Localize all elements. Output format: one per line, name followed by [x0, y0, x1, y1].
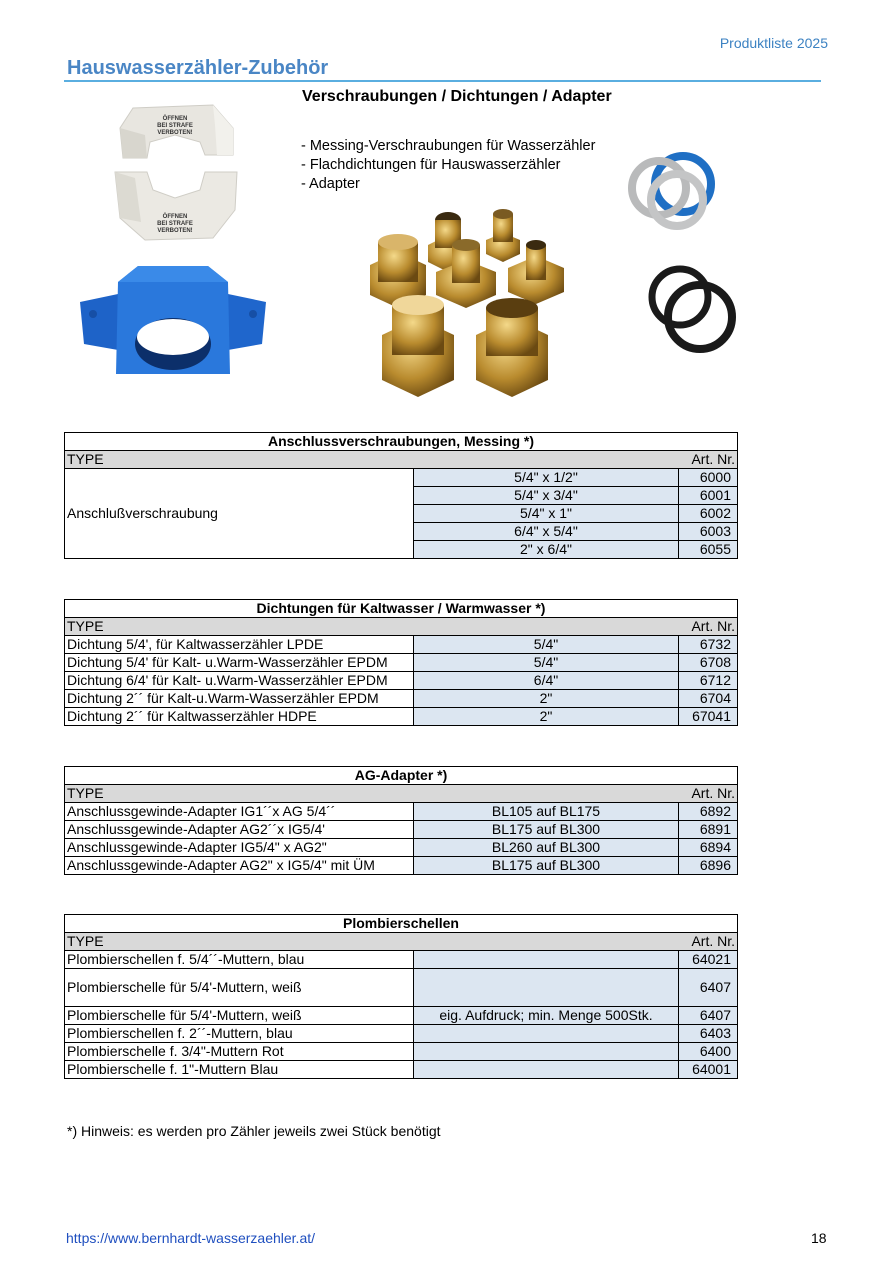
type-cell: Dichtung 5/4', für Kaltwasserzähler LPDE [65, 636, 414, 654]
section-subtitle: Verschraubungen / Dichtungen / Adapter [302, 88, 612, 105]
table-row [65, 1025, 738, 1043]
art-nr-cell: 6704 [679, 690, 738, 708]
table-row [65, 672, 738, 690]
art-nr-cell: 6896 [679, 857, 738, 875]
art-nr-cell: 64001 [679, 1061, 738, 1079]
blue-seal-clamp-image [78, 262, 268, 377]
size-cell: 5/4" x 1/2" [414, 469, 679, 487]
type-cell: Plombierschelle f. 3/4"-Muttern Rot [65, 1043, 414, 1061]
size-cell: 6/4" x 5/4" [414, 523, 679, 541]
feature-item: - Flachdichtungen für Hauswasserzähler [301, 157, 561, 173]
art-nr-cell: 6407 [679, 969, 738, 1007]
type-cell: Plombierschellen f. 2´´-Muttern, blau [65, 1025, 414, 1043]
table-plombierschellen [64, 914, 738, 1079]
table-row [65, 803, 738, 821]
seal-print: ÖFFNEN [162, 116, 188, 122]
brass-fittings-image [368, 200, 578, 400]
art-nr-cell: 6732 [679, 636, 738, 654]
table-anschlussverschraubungen [64, 432, 738, 559]
type-cell: Anschlussgewinde-Adapter IG5/4" x AG2" [65, 839, 414, 857]
size-cell: 5/4" x 1" [414, 505, 679, 523]
column-header-art-nr: Art. Nr. [679, 451, 738, 469]
table-row [65, 708, 738, 726]
art-nr-cell: 64021 [679, 951, 738, 969]
table-row [65, 1007, 738, 1025]
product-list-label: Produktliste 2025 [719, 35, 828, 51]
column-header-art-nr: Art. Nr. [679, 933, 738, 951]
type-cell: Dichtung 2´´ für Kalt-u.Warm-Wasserzähler EPDM [65, 690, 414, 708]
table-ag-adapter [64, 766, 738, 875]
type-cell: Dichtung 6/4' für Kalt- u.Warm-Wasserzähler EPDM [65, 672, 414, 690]
column-header-type: TYPE [65, 618, 414, 636]
type-cell: Dichtung 2´´ für Kaltwasserzähler HDPE [65, 708, 414, 726]
type-cell: Plombierschellen f. 5/4´´-Muttern, blau [65, 951, 414, 969]
art-nr-cell: 6055 [679, 541, 738, 559]
size-cell: 2" [414, 708, 679, 726]
size-cell: 6/4" [414, 672, 679, 690]
table-row [65, 969, 738, 1007]
art-nr-cell: 6000 [679, 469, 738, 487]
art-nr-cell: 6712 [679, 672, 738, 690]
table-title: Anschlussverschraubungen, Messing *) [65, 433, 738, 451]
size-cell: BL175 auf BL300 [414, 857, 679, 875]
art-nr-cell: 6708 [679, 654, 738, 672]
type-cell: Anschlussgewinde-Adapter IG1´´x AG 5/4´´ [65, 803, 414, 821]
table-row [65, 839, 738, 857]
column-header-type: TYPE [65, 933, 414, 951]
art-nr-cell: 6894 [679, 839, 738, 857]
feature-item: - Adapter [301, 176, 360, 192]
type-cell: Plombierschelle f. 1"-Muttern Blau [65, 1061, 414, 1079]
title-divider [64, 80, 821, 82]
art-nr-cell: 6407 [679, 1007, 738, 1025]
svg-text:VERBOTEN!: VERBOTEN! [157, 228, 193, 234]
page-title: Hauswasserzähler-Zubehör [67, 57, 329, 79]
size-cell: eig. Aufdruck; min. Menge 500Stk. [414, 1007, 679, 1025]
white-seal-clamp-image [105, 100, 245, 245]
table-row [65, 821, 738, 839]
size-cell [414, 1043, 679, 1061]
table-row [65, 951, 738, 969]
svg-text:BEI STRAFE: BEI STRAFE [157, 221, 193, 227]
page-number: 18 [811, 1230, 827, 1246]
column-header-type: TYPE [65, 451, 414, 469]
table-row [65, 1043, 738, 1061]
column-header-art-nr: Art. Nr. [679, 618, 738, 636]
table-title: AG-Adapter *) [65, 767, 738, 785]
table-title: Dichtungen für Kaltwasser / Warmwasser *) [65, 600, 738, 618]
art-nr-cell: 6403 [679, 1025, 738, 1043]
type-cell: Anschlußverschraubung [65, 469, 414, 559]
size-cell: 2" [414, 690, 679, 708]
table-row [65, 1061, 738, 1079]
table-row [65, 857, 738, 875]
type-cell: Anschlussgewinde-Adapter AG2" x IG5/4" mit ÜM [65, 857, 414, 875]
type-cell: Plombierschelle für 5/4'-Muttern, weiß [65, 1007, 414, 1025]
size-cell [414, 951, 679, 969]
table-row [65, 654, 738, 672]
column-header-art-nr: Art. Nr. [679, 785, 738, 803]
table-row [65, 690, 738, 708]
feature-item: - Messing-Verschraubungen für Wasserzähler [301, 138, 596, 154]
art-nr-cell: 6400 [679, 1043, 738, 1061]
footnote: *) Hinweis: es werden pro Zähler jeweils zwei Stück benötigt [67, 1123, 441, 1139]
art-nr-cell: 6892 [679, 803, 738, 821]
size-cell: 5/4" [414, 636, 679, 654]
table-row [65, 636, 738, 654]
svg-text:BEI STRAFE: BEI STRAFE [157, 123, 193, 129]
type-cell: Plombierschelle für 5/4'-Muttern, weiß [65, 969, 414, 1007]
size-cell: BL260 auf BL300 [414, 839, 679, 857]
art-nr-cell: 6891 [679, 821, 738, 839]
art-nr-cell: 6002 [679, 505, 738, 523]
art-nr-cell: 6003 [679, 523, 738, 541]
flat-gasket-black-image [645, 262, 745, 357]
size-cell: BL105 auf BL175 [414, 803, 679, 821]
column-header-type: TYPE [65, 785, 414, 803]
website-link[interactable]: https://www.bernhardt-wasserzaehler.at/ [66, 1230, 316, 1246]
size-cell: BL175 auf BL300 [414, 821, 679, 839]
size-cell [414, 1061, 679, 1079]
type-cell: Anschlussgewinde-Adapter AG2´´x IG5/4' [65, 821, 414, 839]
art-nr-cell: 67041 [679, 708, 738, 726]
flat-gasket-blue-image [625, 148, 725, 233]
size-cell [414, 1025, 679, 1043]
size-cell: 5/4" [414, 654, 679, 672]
table-title: Plombierschellen [65, 915, 738, 933]
size-cell [414, 969, 679, 1007]
table-row [65, 469, 738, 487]
art-nr-cell: 6001 [679, 487, 738, 505]
svg-text:ÖFFNEN: ÖFFNEN [162, 214, 188, 220]
type-cell: Dichtung 5/4' für Kalt- u.Warm-Wasserzähler EPDM [65, 654, 414, 672]
size-cell: 5/4" x 3/4" [414, 487, 679, 505]
svg-text:VERBOTEN!: VERBOTEN! [157, 130, 193, 136]
feature-list [301, 137, 595, 194]
table-dichtungen [64, 599, 738, 726]
size-cell: 2" x 6/4" [414, 541, 679, 559]
